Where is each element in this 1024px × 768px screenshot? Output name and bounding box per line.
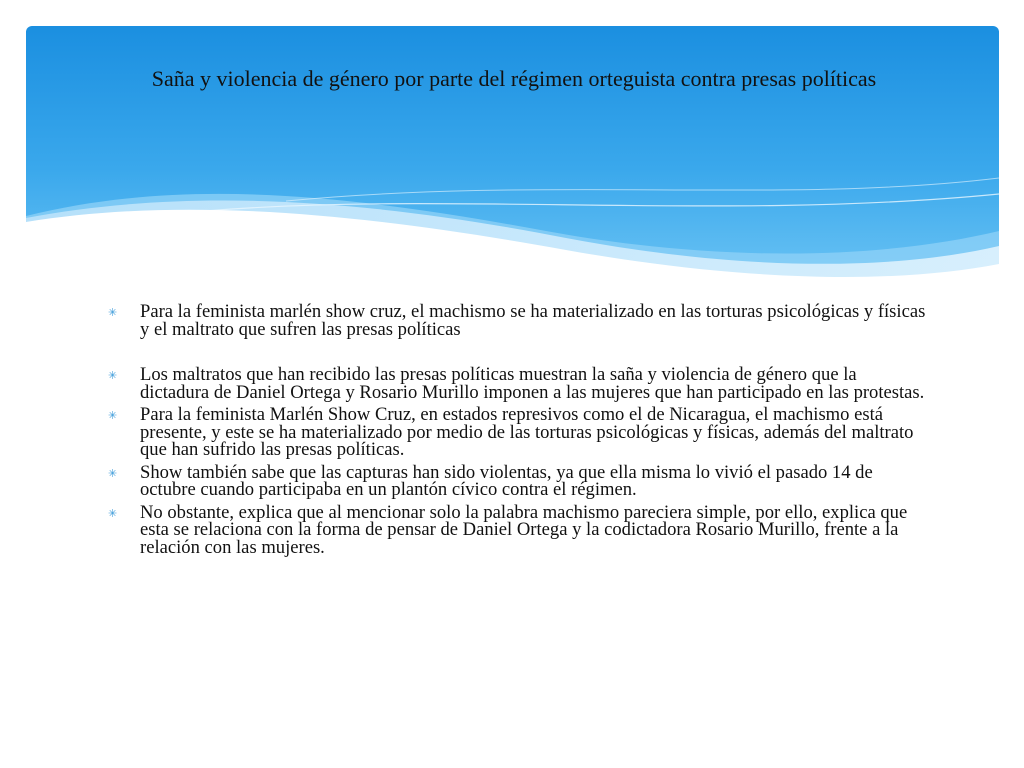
list-item (108, 303, 928, 338)
asterisk-bullet-icon: ✳ (108, 409, 118, 422)
asterisk-bullet-icon: ✳ (108, 466, 118, 480)
bullet-list (108, 303, 928, 556)
list-item (108, 366, 928, 401)
asterisk-bullet-icon: ✳ (108, 506, 118, 520)
bullet-text: Para la feminista marlén show cruz, el machismo se ha materializado en las torturas psicológicas y físicas y el maltrato que sufren las presas políticas (140, 301, 926, 340)
bullet-text: Los maltratos que han recibido las presas políticas muestran la saña y violencia de género que la dictadura de Daniel Ortega y Rosario Murillo imponen a las mujeres que han participado en las protestas. (140, 364, 925, 403)
slide-title: Saña y violencia de género por parte del régimen orteguista contra presas políticas (151, 66, 877, 91)
bullet-text: No obstante, explica que al mencionar solo la palabra machismo pareciera simple, por ello, explica que esta se relaciona con la forma de pensar de Daniel Ortega y la codictadora Rosario Murillo, frente a la relación con las mujeres. (140, 501, 908, 558)
list-item (108, 461, 928, 500)
asterisk-bullet-icon: ✳ (108, 306, 118, 319)
list-item (108, 406, 928, 459)
bullet-text: Para la feminista Marlén Show Cruz, en estados represivos como el de Nicaragua, el machismo está presente, y este se ha materializado por medio de las torturas psicológicas y físicas, además del maltrato que han sufrido las presas políticas. (140, 404, 914, 460)
header-banner (26, 26, 999, 286)
asterisk-bullet-icon: ✳ (108, 369, 118, 382)
list-item (108, 501, 928, 558)
bullet-text: Show también sabe que las capturas han sido violentas, ya que ella misma lo vivió el pasado 14 de octubre cuando participaba en un plantón cívico contra el régimen. (140, 461, 873, 500)
